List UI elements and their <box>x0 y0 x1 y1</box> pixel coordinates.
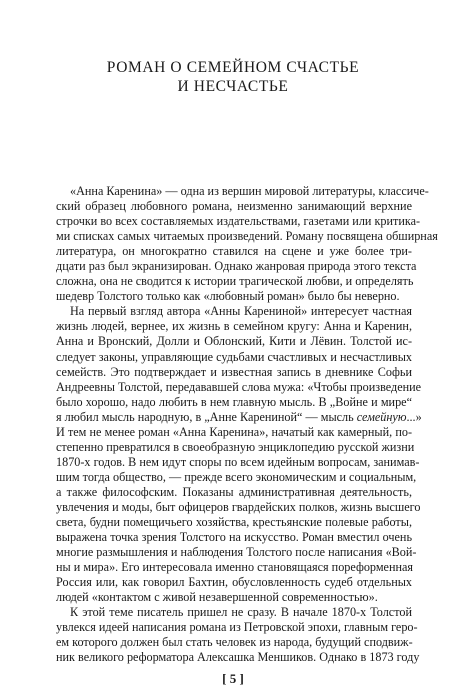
text-line: жизнь людей, вернее, их жизнь в семейном кругу: Анна и Каренин, <box>56 319 412 334</box>
text-line: дцати раз был экранизирован. Однако жанровая природа этого текста <box>56 259 417 274</box>
chapter-title <box>0 58 466 96</box>
text-line: литература, он многократно ставился на сцене и уже более три- <box>56 244 412 259</box>
text-line: света, будни помещичьего хозяйства, крестьянские полевые работы, <box>56 515 412 530</box>
text-line: я любил мысль народную, в „Анне Карениной“ — мысль семейную...» <box>56 409 422 424</box>
text-line: шедевр Толстого только как «любовный роман» было бы неверно. <box>56 289 400 304</box>
text-line: Россия или, как говорил Бахтин, обусловленность судеб отдельных <box>56 575 412 590</box>
text-line: шим тогда общество, — прежде всего экономическим и социальным, <box>56 469 417 484</box>
text-line: ский образец любовного романа, неизменно занимающий верхние <box>56 199 412 214</box>
text-line: ем которого должен был стать человек из народа, будущий сподвиж- <box>56 635 413 650</box>
text-line: Анна и Вронский, Долли и Облонский, Кити и Лёвин. Толстой ис- <box>56 334 412 349</box>
text-line: степенно превратился в своеобразную энциклопедию русской жизни <box>56 439 415 454</box>
text-line: Андреевны Толстой, передававшей слова мужа: «Чтобы произведение <box>56 379 422 394</box>
text-line: 1870-х годов. В нем идут споры по всем идейным вопросам, занимав- <box>56 454 420 469</box>
text-line: ны и мира». Его интересовала именно становящаяся пореформенная <box>56 560 414 575</box>
chapter-title-line-2: И НЕСЧАСТЬЕ <box>177 78 289 95</box>
chapter-title-line-1: РОМАН О СЕМЕЙНОМ СЧАСТЬЕ <box>106 59 360 76</box>
text-line: ми списках самых читаемых произведений. Роману посвящена обширная <box>56 229 438 244</box>
text-line: сложна, она не сводится к истории трагической любви, и определять <box>56 274 414 289</box>
text-line: следует законы, управляющие судьбами счастливых и несчастливых <box>56 349 412 364</box>
text-line: ник великого реформатора Алексашка Меншиков. Однако в 1873 году <box>56 650 420 665</box>
text-line: выражена точка зрения Толстого на искусство. Роман вместил очень <box>56 530 412 545</box>
body-text <box>56 184 438 666</box>
text-line: На первый взгляд автора «Анны Карениной» интересует частная <box>70 304 412 319</box>
page-number: [ 5 ] <box>222 671 244 686</box>
text-line: семейств. Это подтверждает и известная запись в дневнике Софьи <box>56 364 412 379</box>
text-line: увлекся идеей написания романа из Петровской эпохи, главным геро- <box>56 620 418 635</box>
text-line: многие размышления и наблюдения Толстого после написания «Вой- <box>56 545 417 560</box>
text-line: а также философским. Показаны административная деятельность, <box>56 484 412 499</box>
text-line: увлечения и моды, быт офицеров гвардейских полков, жизнь высшего <box>56 499 421 514</box>
text-line: людей «контактом с живой незавершенной современностью». <box>56 590 378 605</box>
text-line: строчки во всех составляемых издательствами, газетами или критика- <box>56 214 421 229</box>
text-line: «Анна Каренина» — одна из вершин мировой литературы, классиче- <box>70 184 429 198</box>
text-line: К этой теме писатель пришел не сразу. В начале 1870-х Толстой <box>70 605 412 620</box>
text-line: И тем не менее роман «Анна Каренина», начатый как камерный, по- <box>56 424 412 439</box>
text-line: было хорошо, надо любить в нем главную мысль. В „Войне и мире“ <box>56 394 412 409</box>
